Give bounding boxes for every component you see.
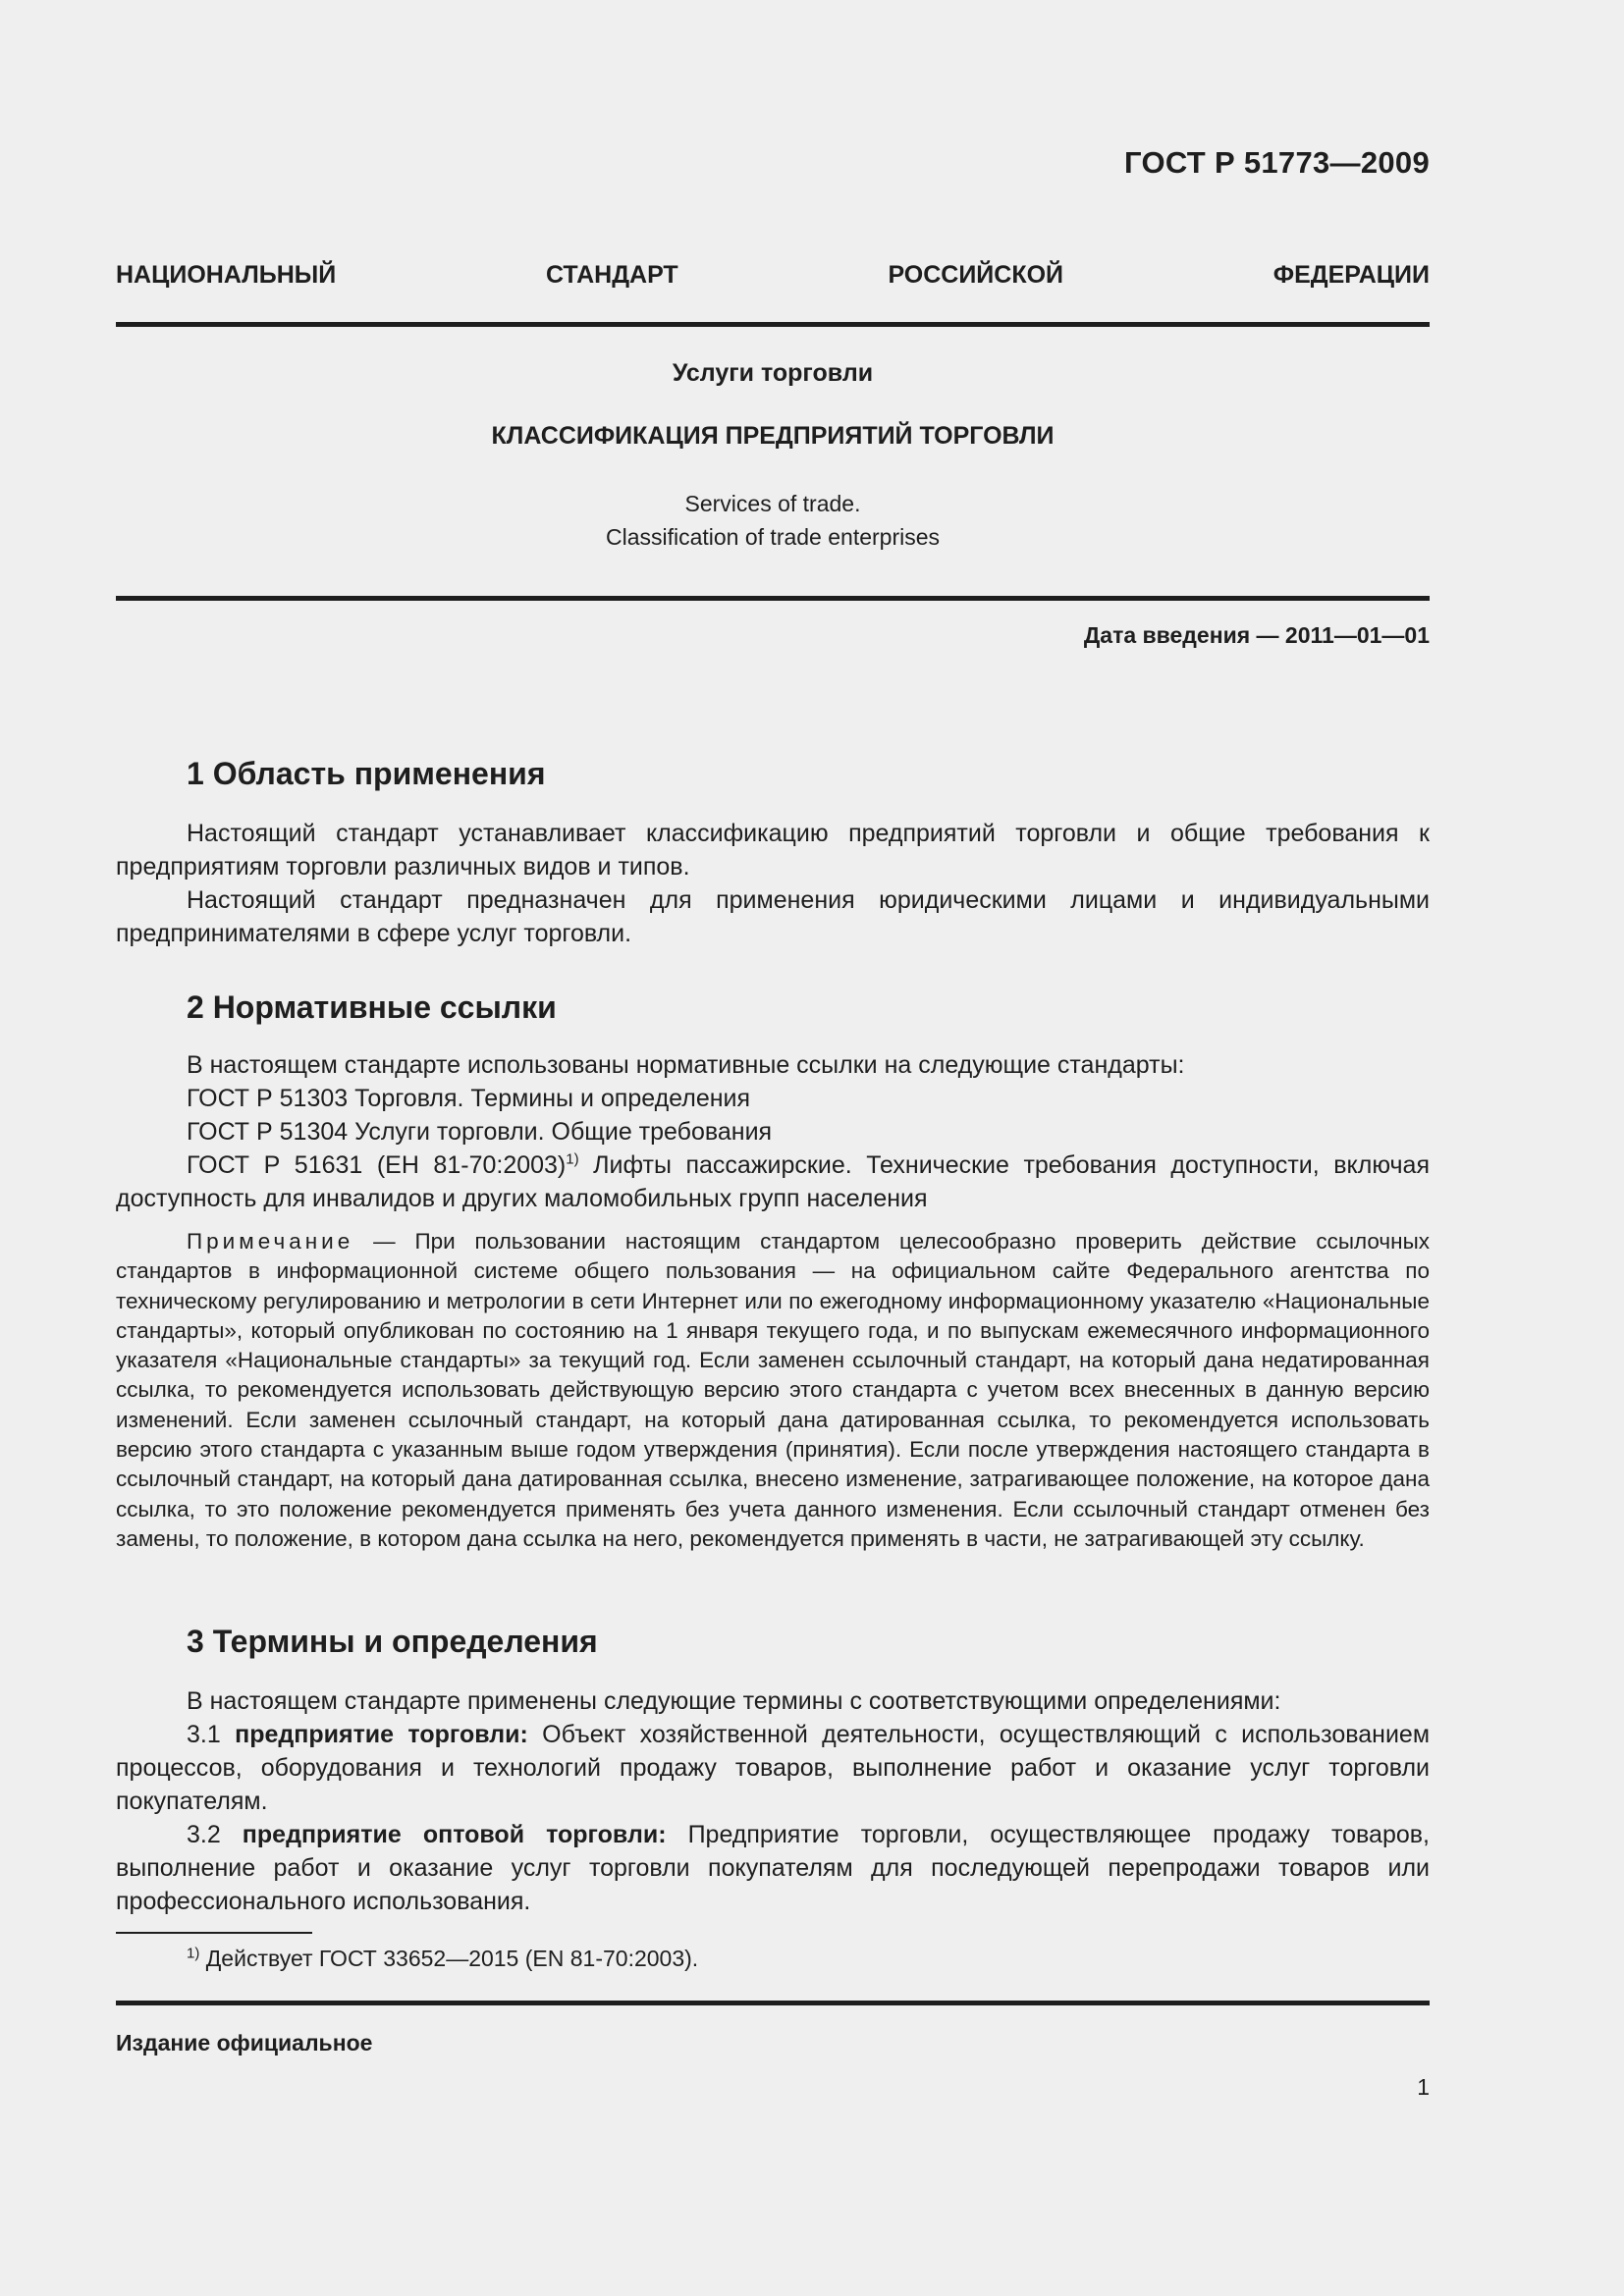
term-3-1 [116,1718,1430,1818]
footnote [187,1946,698,1972]
term-definition: Предприятие торговли, осуществляющее продажу товаров, выполнение работ и оказание услуг торговли покупателям для последующей перепродажи товаров или профессионального использования. [116,1821,1430,1915]
footnote-mark: 1) [566,1150,579,1168]
footnote-text: Действует ГОСТ 33652—2015 (EN 81-70:2003). [199,1946,699,1971]
term-name: предприятие оптовой торговли: [242,1821,667,1848]
reference-code: ГОСТ Р 51631 (ЕН 81-70:2003) [187,1151,567,1179]
section-3-body [116,1684,1430,1918]
title-rule [116,596,1430,601]
bottom-rule [116,2001,1430,2005]
term-definition: Объект хозяйственной деятельности, осуществляющий с использованием процессов, оборудования и технологий продажу товаров, выполнение работ и оказание услуг торговли покупателям. [116,1721,1431,1815]
note-block [116,1227,1430,1554]
gost-number: ГОСТ Р 51773—2009 [1124,145,1430,180]
title-main: КЛАССИФИКАЦИЯ ПРЕДПРИЯТИЙ ТОРГОВЛИ [491,422,1055,450]
section-1-paragraph-1: Настоящий стандарт устанавливает классификацию предприятий торговли и общие требования к предприятиям торговли различных видов и типов. [116,820,1430,881]
term-3-2 [116,1818,1430,1918]
section-2-body [116,1048,1430,1215]
title-english-line2: Classification of trade enterprises [605,524,941,550]
national-standard-heading: НАЦИОНАЛЬНЫЙ СТАНДАРТ РОССИЙСКОЙ ФЕДЕРАЦИИ [116,261,1430,289]
section-1-body [116,817,1430,950]
note-text: — При пользовании настоящим стандартом целесообразно проверить действие ссылочных стандартов в информационной системе общего пользования — на официальном сайте Федерального агентства по техническому регулированию и метрологии в сети Интернет или по ежегодному информационному указателю «Национальные стандарты», который опубликован по состоянию на 1 января текущего года, и по выпускам ежемесячного информационного указателя «Национальные стандарты» за текущий год. Если заменен ссылочный стандарт, на который дана недатированная ссылка, то рекомендуется использовать действующую версию этого стандарта с учетом всех внесенных в данную версию изменений. Если заменен ссылочный стандарт, на который дана датированная ссылка, то рекомендуется использовать версию этого стандарта с указанным выше годом утверждения (принятия). Если после утверждения настоящего стандарта в ссылочный стандарт, на который дана датированная ссылка, внесено изменение, затрагивающее положение, на которое дана ссылка, то это положение рекомендуется применять без учета данного изменения. Если ссылочный стандарт отменен без замены, то положение, в котором дана ссылка на него, рекомендуется применять в части, не затрагивающей эту ссылку. [116,1229,1430,1551]
section-1-paragraph-2: Настоящий стандарт предназначен для применения юридическими лицами и индивидуальными предпринимателями в сфере услуг торговли. [116,886,1430,947]
term-number: 3.2 [187,1821,243,1848]
title-subject: Услуги торговли [672,359,874,387]
reference-item: ГОСТ Р 51304 Услуги торговли. Общие требования [187,1118,773,1146]
official-edition-label: Издание официальное [116,2030,373,2056]
term-number: 3.1 [187,1721,236,1748]
introduction-date: Дата введения — 2011—01—01 [1083,622,1430,648]
term-name: предприятие торговли: [235,1721,528,1748]
title-english-line1: Services of trade. [684,491,861,516]
section-2-intro: В настоящем стандарте использованы нормативные ссылки на следующие стандарты: [187,1051,1185,1079]
title-english [116,487,1430,554]
top-rule [116,322,1430,327]
reference-item: ГОСТ Р 51303 Торговля. Термины и определения [187,1085,751,1112]
section-3-heading: 3 Термины и определения [187,1624,598,1659]
section-2-heading: 2 Нормативные ссылки [187,989,557,1025]
section-1-heading: 1 Область применения [187,756,546,791]
page-number: 1 [1417,2074,1430,2100]
footnote-mark: 1) [187,1945,200,1962]
note-label: Примечание [187,1229,354,1254]
section-3-intro: В настоящем стандарте применены следующие термины с соответствующими определениями: [187,1687,1281,1715]
reference-item [116,1148,1430,1215]
reference-title: Лифты пассажирские. Технические требования доступности, включая доступность для инвалидов и других маломобильных групп населения [116,1151,1430,1212]
footnote-separator [116,1932,312,1934]
